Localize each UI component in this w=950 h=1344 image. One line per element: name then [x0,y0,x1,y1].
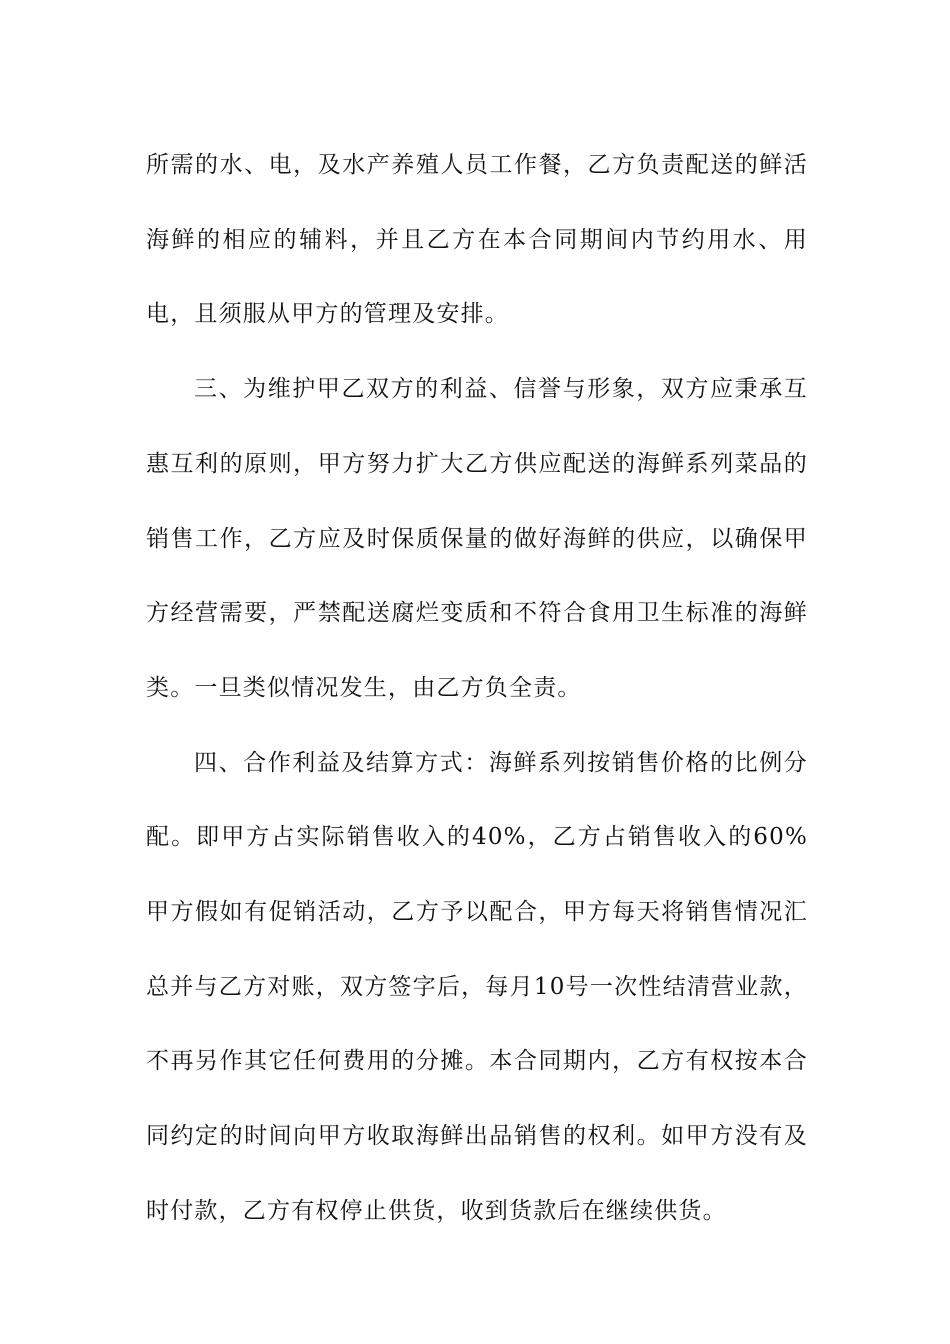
paragraph-continuation: 所需的水、电，及水产养殖人员工作餐，乙方负责配送的鲜活海鲜的相应的辅料，并且乙方在本合同期间内节约用水、用电，且须服从甲方的管理及安排。 [146,152,808,328]
paragraph-clause-four: 四、合作利益及结算方式：海鲜系列按销售价格的比例分配。即甲方占实际销售收入的40%，乙方占销售收入的60%甲方假如有促销活动，乙方予以配合，甲方每天将销售情况汇总并与乙方对账，双方签字后，每月10号一次性结清营业款，不再另作其它任何费用的分摊。本合同期内，乙方有权按本合同约定的时间向甲方收取海鲜出品销售的权利。如甲方没有及时付款，乙方有权停止供货，收到货款后在继续供货。 [146,749,808,1224]
paragraph-clause-three: 三、为维护甲乙双方的利益、信誉与形象，双方应秉承互惠互利的原则，甲方努力扩大乙方供应配送的海鲜系列菜品的销售工作，乙方应及时保质保量的做好海鲜的供应，以确保甲方经营需要，严禁配送腐烂变质和不符合食用卫生标准的海鲜类。一旦类似情况发生，由乙方负全责。 [146,376,808,701]
document-body [146,128,808,1249]
